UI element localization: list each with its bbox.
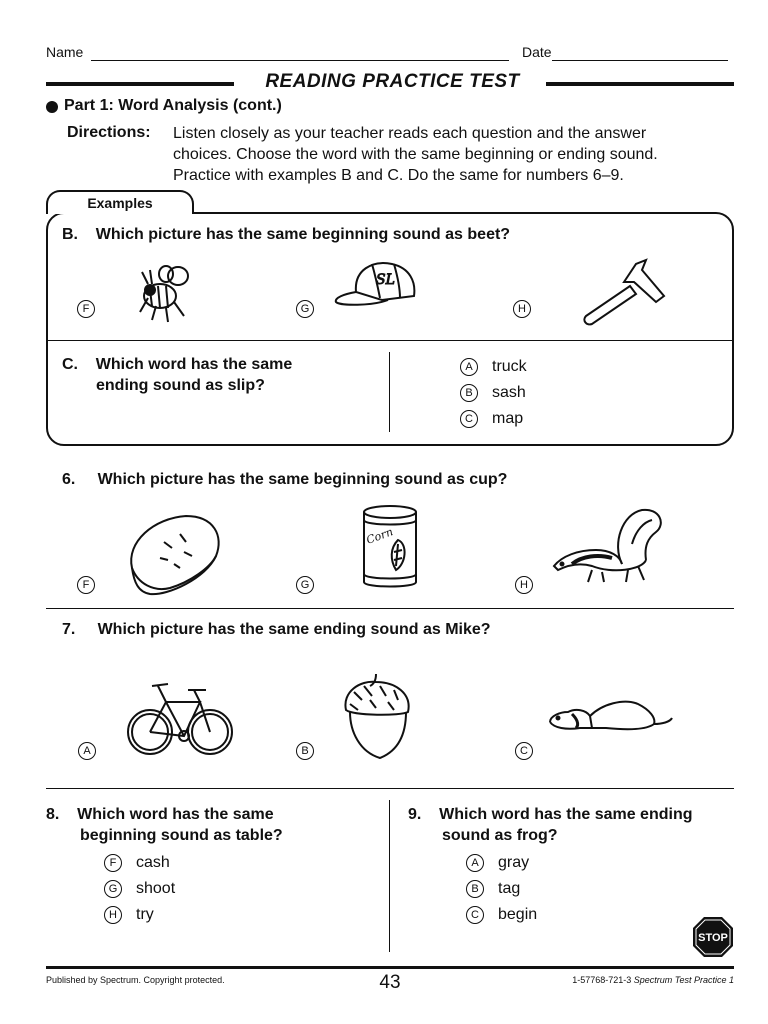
examples-box — [46, 212, 734, 446]
question-mark: ? — [255, 377, 265, 394]
bicycle-icon — [124, 676, 236, 760]
question-8-options — [104, 850, 175, 928]
answer-bubble-c[interactable]: C — [515, 742, 533, 760]
answer-bubble-b[interactable]: B — [466, 880, 484, 898]
footer-publisher: Published by Spectrum. Copyright protected. — [46, 975, 225, 985]
question-8 — [46, 804, 283, 846]
answer-bubble-g[interactable]: G — [296, 576, 314, 594]
book-title: Spectrum Test Practice 1 — [633, 975, 734, 985]
answer-bubble-c[interactable]: C — [460, 410, 478, 428]
question-mark: ? — [480, 621, 491, 638]
name-label: Name — [46, 44, 84, 60]
name-field[interactable] — [46, 44, 509, 61]
answer-bubble-g[interactable]: G — [104, 880, 122, 898]
answer-bubble-b[interactable]: B — [296, 742, 314, 760]
part-heading: Part 1: Word Analysis (cont.) — [64, 97, 282, 114]
skunk-icon — [552, 504, 670, 586]
question-text: beginning sound as — [80, 827, 236, 844]
isbn: 1-57768-721-3 — [572, 975, 634, 985]
question-7 — [62, 621, 491, 639]
footer-book-info — [572, 975, 734, 985]
answer-bubble-h[interactable]: H — [515, 576, 533, 594]
date-line — [552, 44, 728, 61]
answer-option[interactable] — [460, 380, 527, 406]
key-word: table — [235, 827, 273, 844]
key-word: Mike — [445, 621, 481, 638]
answer-text: shoot — [136, 880, 176, 897]
answer-bubble-a[interactable]: A — [460, 358, 478, 376]
question-text: Which word has the same — [77, 806, 274, 823]
answer-option[interactable] — [104, 902, 175, 928]
date-label: Date — [522, 44, 552, 60]
question-mark: ? — [272, 827, 283, 844]
directions-line-1: Listen closely as your teacher reads each question and the answer — [173, 125, 647, 142]
page-number: 43 — [379, 972, 401, 993]
question-text: Which picture has the same beginning sound as — [97, 471, 470, 488]
question-6 — [62, 471, 507, 489]
answer-bubble-b[interactable]: B — [460, 384, 478, 402]
answer-text: truck — [492, 358, 527, 375]
question-9-options — [466, 850, 537, 928]
answer-bubble-h[interactable]: H — [513, 300, 531, 318]
answer-bubble-f[interactable]: F — [77, 300, 95, 318]
answer-text: sash — [492, 384, 526, 401]
answer-bubble-a[interactable]: A — [78, 742, 96, 760]
bee-icon — [138, 262, 198, 324]
directions-line-3: Practice with examples B and C. Do the same for numbers 6–9. — [173, 167, 624, 184]
question-text: Which picture has the same ending sound as — [97, 621, 446, 638]
answer-option[interactable] — [460, 354, 527, 380]
answer-bubble-c[interactable]: C — [466, 906, 484, 924]
directions-label: Directions: — [67, 124, 151, 141]
dog-icon — [546, 688, 676, 738]
key-word: frog — [516, 827, 548, 844]
section-divider — [46, 788, 734, 789]
examples-tab: Examples — [46, 190, 194, 214]
name-line — [91, 44, 509, 61]
stop-label: STOP — [698, 932, 728, 944]
answer-option[interactable] — [466, 850, 537, 876]
question-text: sound as — [442, 827, 517, 844]
key-word: beet — [467, 226, 501, 243]
baseball-cap-icon — [332, 258, 420, 310]
answer-option[interactable] — [104, 876, 175, 902]
question-mark: ? — [547, 827, 558, 844]
answer-option[interactable] — [460, 406, 527, 432]
question-text: ending sound as — [96, 377, 228, 394]
answer-text: begin — [498, 906, 538, 923]
answer-option[interactable] — [466, 902, 537, 928]
acorn-icon — [340, 670, 414, 762]
question-c — [62, 354, 292, 396]
answer-text: map — [492, 410, 524, 427]
answer-bubble-h[interactable]: H — [104, 906, 122, 924]
answer-bubble-f[interactable]: F — [104, 854, 122, 872]
pie-icon — [124, 512, 224, 598]
bullet-icon — [46, 101, 58, 113]
title-rule-right — [546, 82, 734, 86]
question-number: C. — [62, 356, 78, 373]
examples-column-divider — [389, 352, 390, 432]
footer-rule — [46, 966, 734, 969]
hammer-icon — [580, 256, 668, 328]
section-divider — [46, 608, 734, 609]
page-title: READING PRACTICE TEST — [265, 71, 520, 92]
question-number: 6. — [62, 471, 76, 488]
key-word: cup — [469, 471, 498, 488]
question-text: Which word has the same ending — [439, 806, 693, 823]
answer-bubble-f[interactable]: F — [77, 576, 95, 594]
question-mark: ? — [500, 226, 511, 243]
answer-text: cash — [136, 854, 170, 871]
question-text: Which picture has the same beginning sound as — [95, 226, 468, 243]
question-number: 7. — [62, 621, 76, 638]
column-divider — [389, 800, 390, 952]
answer-bubble-a[interactable]: A — [466, 854, 484, 872]
directions-text — [173, 123, 743, 186]
date-field[interactable] — [522, 44, 728, 61]
question-text: Which word has the same — [95, 356, 293, 373]
question-c-options — [460, 354, 527, 432]
svg-text:SL: SL — [376, 272, 395, 288]
answer-option[interactable] — [104, 850, 175, 876]
answer-text: tag — [498, 880, 521, 897]
directions-line-2: choices. Choose the word with the same beginning or ending sound. — [173, 146, 658, 163]
question-number: B. — [62, 226, 78, 243]
question-number: 8. — [46, 806, 60, 823]
question-b — [62, 226, 510, 244]
answer-text: gray — [498, 854, 530, 871]
key-word: slip — [227, 377, 256, 394]
question-number: 9. — [408, 806, 422, 823]
question-9 — [408, 804, 693, 846]
stop-sign-icon — [692, 916, 734, 958]
corn-can-icon — [360, 504, 420, 590]
answer-bubble-g[interactable]: G — [296, 300, 314, 318]
title-rule-left — [46, 82, 234, 86]
can-label: Corn — [364, 525, 395, 547]
answer-text: try — [136, 906, 154, 923]
answer-option[interactable] — [466, 876, 537, 902]
question-mark: ? — [497, 471, 508, 488]
examples-divider — [48, 340, 732, 341]
